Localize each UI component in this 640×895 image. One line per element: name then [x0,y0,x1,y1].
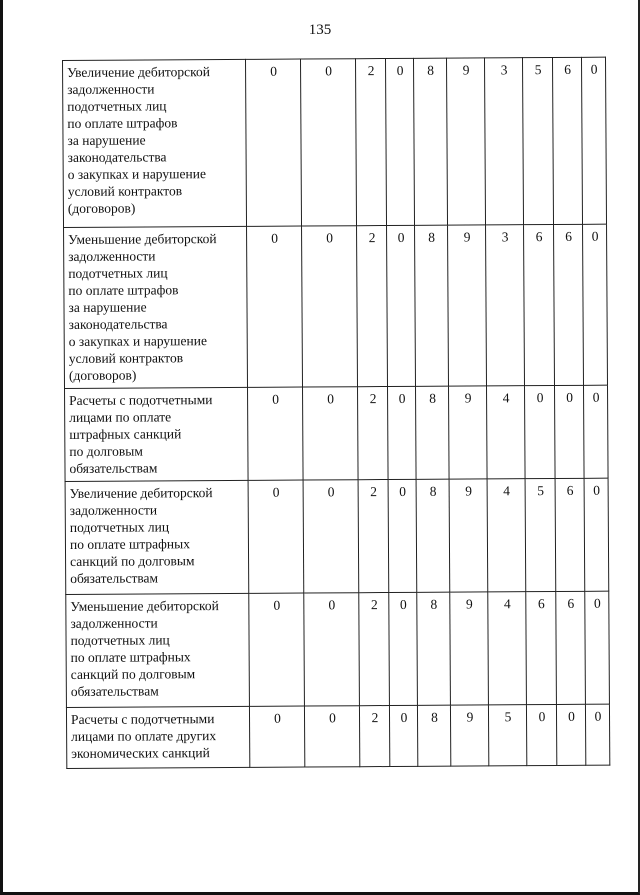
code-digit-cell: 0 [524,385,555,478]
code-digit-cell: 0 [389,592,418,705]
code-digit-cell: 4 [488,592,527,705]
code-digit-cell: 6 [555,478,585,591]
code-digit-cell: 5 [525,478,556,591]
code-digit-cell: 0 [249,593,305,706]
code-digit-cell: 0 [248,387,304,480]
code-digit-cell: 2 [359,706,389,767]
code-digit-cell: 0 [583,385,608,478]
table-row [63,57,607,227]
table-row [65,385,609,481]
code-digit-cell: 0 [248,480,304,593]
code-digit-cell: 2 [359,593,390,706]
row-label: Увеличение дебиторской задолженности подотчетных лиц по оплате штрафных санкций по долговым обязательствам [65,480,249,594]
code-digit-cell: 0 [249,706,304,767]
code-digit-cell: 9 [448,225,487,386]
code-digit-cell: 9 [450,705,488,766]
code-digit-cell: 0 [388,386,417,479]
code-digit-cell: 8 [417,592,451,705]
code-digit-cell: 9 [446,58,485,225]
code-digit-cell: 6 [554,224,584,385]
code-digit-cell: 0 [303,480,359,593]
table-row [65,478,609,594]
table-row [66,704,609,768]
code-digit-cell: 2 [355,59,386,226]
code-digit-cell: 8 [416,386,450,479]
code-digit-cell: 8 [415,225,449,386]
code-digit-cell: 0 [247,226,303,387]
code-digit-cell: 0 [245,59,301,226]
code-digit-cell: 6 [524,225,555,386]
row-label: Расчеты с подотчетными лицами по оплате штрафных санкций по долговым обязательствам [65,387,249,481]
code-digit-cell: 6 [552,57,582,224]
table-row [66,591,610,707]
row-label: Расчеты с подотчетными лицами по оплате других экономических санкций [66,706,249,768]
code-digit-cell: 0 [302,226,358,387]
table-row [64,224,608,388]
code-digit-cell: 2 [357,226,388,387]
code-digit-cell: 0 [385,58,414,225]
code-digit-cell: 0 [303,387,359,480]
code-digit-cell: 6 [556,591,586,704]
code-digit-cell: 4 [486,386,525,479]
code-digit-cell: 9 [448,386,487,479]
code-digit-cell: 0 [300,59,356,226]
code-digit-cell: 6 [526,591,557,704]
row-label: Уменьшение дебиторской задолженности подотчетных лиц по оплате штрафов за нарушение законодательства о закупках и нарушение условий контрактов (договоров) [64,226,248,388]
code-digit-cell: 0 [554,385,584,478]
code-digit-cell: 9 [450,592,489,705]
code-digit-cell: 3 [484,58,523,225]
code-digit-cell: 0 [584,478,609,591]
code-digit-cell: 5 [522,58,553,225]
code-digit-cell: 2 [358,387,389,480]
code-digit-cell: 2 [358,480,389,593]
row-label: Уменьшение дебиторской задолженности подотчетных лиц по оплате штрафных санкций по долговым обязательствам [66,593,250,707]
code-digit-cell: 0 [304,593,360,706]
code-digit-cell: 5 [488,705,526,766]
table-body [63,57,610,768]
code-digit-cell: 0 [389,705,417,766]
code-digit-cell: 0 [585,591,610,704]
page-number: 135 [308,22,332,38]
code-digit-cell: 8 [417,705,450,766]
code-digit-cell: 0 [585,704,609,765]
code-digit-cell: 0 [388,479,417,592]
account-codes-table [62,57,610,769]
code-digit-cell: 0 [387,225,416,386]
code-digit-cell: 4 [487,479,526,592]
row-label: Увеличение дебиторской задолженности подотчетных лиц по оплате штрафов за нарушение законодательства о закупках и нарушение условий контрактов (договоров) [63,59,247,227]
code-digit-cell: 9 [449,479,488,592]
code-digit-cell: 8 [413,58,447,225]
code-digit-cell: 0 [304,706,359,767]
code-digit-cell: 0 [583,224,608,385]
code-digit-cell: 8 [416,479,450,592]
code-digit-cell: 0 [526,704,556,765]
code-digit-cell: 0 [581,57,606,224]
code-digit-cell: 0 [556,704,585,765]
code-digit-cell: 3 [486,225,525,386]
